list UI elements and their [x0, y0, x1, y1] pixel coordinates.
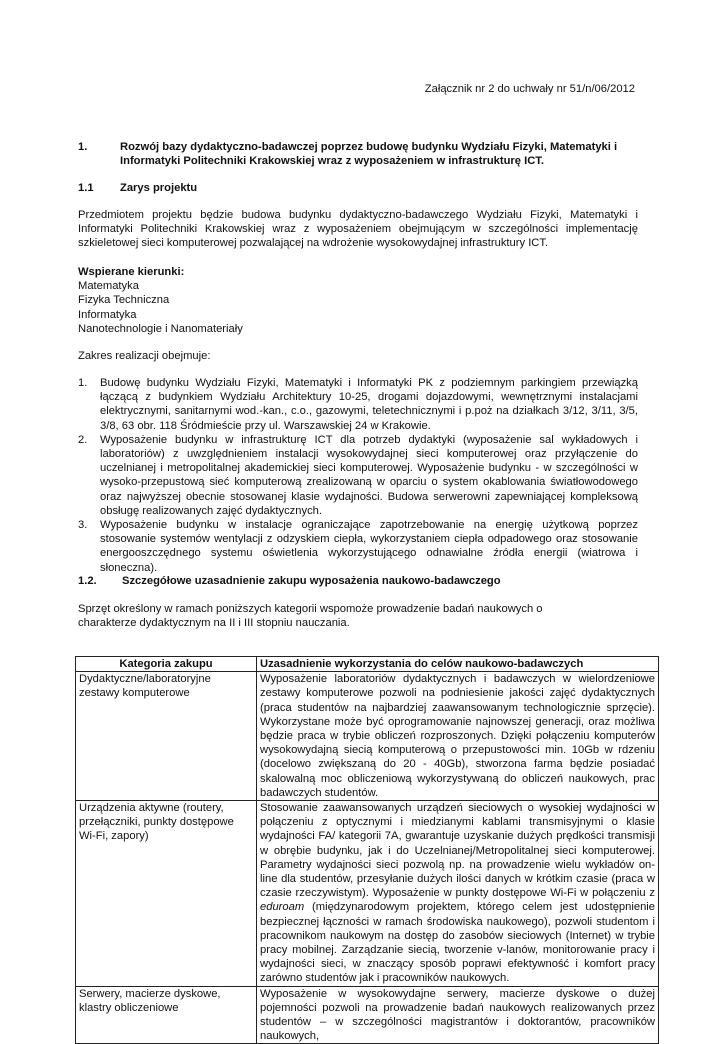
scope-list-number: 2. [78, 433, 88, 446]
section-1-number: 1. [78, 141, 88, 153]
table-cell-category: Serwery, macierze dyskowe, klastry obliczeniowe [76, 986, 257, 1044]
section-1-2-number: 1.2. [78, 575, 97, 587]
scope-list-text: Wyposażenie budynku w infrastrukturę ICT dla potrzeb dydaktyki (wyposażenie sal wykładowych i laboratoriów) z uwzględnieniem instalacji wysokowydajnej sieci komputerowej oraz przyłączenie do uczelnianej i metropolitalnej akademickiej sieci komputerowej. Wyposażenie budynku - w szczególności w wysoko-przepustową sieć komputerową zrealizowaną w oparciu o system okablowania światłowodowego oraz najwyższej obecnie stosowanej klasie wydajności. Budowa serwerowni zapewniającej kompleksową obsługę realizowanych zajęć dydaktycznych. [100, 433, 638, 517]
equipment-intro-paragraph: Sprzęt określony w ramach poniższych kategorii wspomoże prowadzenie badań naukowych o charakterze dydaktycznym na II i III stopniu nauczania. [78, 603, 543, 630]
table-row [76, 672, 659, 801]
section-1-title: Rozwój bazy dydaktyczno-badawczej poprzez budowę budynku Wydziału Fizyki, Matematyki i Informatyki Politechniki Krakowskiej wraz z wyposażeniem w infrastrukturę ICT. [120, 141, 618, 168]
supported-area-item: Fizyka Techniczna [78, 294, 170, 307]
table-cell-category: Urządzenia aktywne (routery, przełączniki, punkty dostępowe Wi-Fi, zapory) [76, 801, 257, 987]
table-cell-justification: Wyposażenie laboratoriów dydaktycznych i badawczych w wielordzeniowe zestawy komputerowe pozwoli na podniesienie jakości zajęć dydaktycznych (praca studentów na najbardziej zaawansowanym technologicznie sprzęcie). Wykorzystane może być oprogramowanie najnowszej generacji, oraz możliwa będzie praca w trybie obliczeń rozproszonych. Dzięki połączeniu komputerów wysokowydajną siecią komputerową o przepustowości min. 10Gb w rdzeniu (docelowo zwiększaną do 20 - 40Gb), stworzona farma będzie posiadać skalowalną moc obliczeniową wykorzystywaną do obliczeń naukowych, prac badawczych studentów. [257, 672, 659, 801]
table-header-row [76, 657, 659, 672]
section-1-1-heading [78, 181, 197, 195]
table-header-justification: Uzasadnienie wykorzystania do celów naukowo-badawczych [257, 657, 659, 672]
supported-area-item: Matematyka [78, 280, 139, 293]
scope-label: Zakres realizacji obejmuje: [78, 350, 211, 362]
supported-areas-title: Wspierane kierunki: [78, 266, 185, 278]
table-cell-justification: Wyposażenie w wysokowydajne serwery, macierze dyskowe o dużej pojemności pozwoli na prowadzenie badań naukowych realizowanych przez studentów – w szczególności magistrantów i doktorantów, pracowników naukowych, [257, 986, 659, 1044]
scope-list-text: Wyposażenie budynku w instalacje ograniczające zapotrzebowanie na energię użytkową poprzez stosowanie systemów wentylacji z odzyskiem ciepła, wykorzystaniem ciepła odpadowego oraz stosowanie energooszczędnego systemu oświetlenia wykorzystującego odnawialne źródła energii (wiatrowa i słoneczna). [100, 519, 638, 574]
annex-reference: Załącznik nr 2 do uchwały nr 51/n/06/2012 [424, 83, 635, 95]
justification-text-part: (międzynarodowym projektem, którego celem jest udostępnienie bezpiecznej łączności w ramach środowiska naukowego), pozwoli studentom i pracownikom naukowym na dostęp do zasobów sieciowych (Internet) w trybie pracy mobilnej. Zarządzanie siecią, tworzenie v-lanów, monitorowanie pracy i wydajności sieci, w znaczący sposób poprawi efektywność i komfort pracy zarówno studentów jak i pracowników naukowych. [260, 901, 655, 985]
table-row [76, 986, 659, 1044]
supported-areas [78, 265, 243, 336]
scope-list-text: Budowę budynku Wydziału Fizyki, Matematyki i Informatyki PK z podziemnym parkingiem przewiązką łączącą z budynkiem Wydziału Architektury 10-25, drogami dojazdowymi, wewnętrznymi instalacjami elektrycznymi, sanitarnymi wod.-kan., c.o., gazowymi, teletechnicznymi i p.poż na działkach 3/12, 3/11, 3/5, 3/8, 63 obr. 118 Śródmieście przy ul. Warszawskiej 24 w Krakowie. [100, 377, 638, 432]
table-cell-justification [257, 801, 659, 987]
scope-list-number: 3. [78, 519, 88, 532]
section-1-1-number: 1.1 [78, 182, 94, 194]
project-intro-paragraph: Przedmiotem projektu będzie budowa budynku dydaktyczno-badawczego Wydziału Fizyki, Matematyki i Informatyki Politechniki Krakowskiej wraz z wyposażeniem obejmującym w szczególności implementację szkieletowej sieci komputerowej pozwalającej na wdrożenie wysokowydajnej infrastruktury ICT. [78, 209, 638, 250]
section-1-2-title: Szczegółowe uzasadnienie zakupu wyposażenia naukowo-badawczego [122, 575, 501, 587]
scope-list-item [78, 433, 638, 518]
justification-text-part: Stosowanie zaawansowanych urządzeń sieciowych o wysokiej wydajności w połączeniu z optycznymi i miedzianymi kablami transmisyjnymi o klasie wydajności FA/ kategorii 7A, gwarantuje uzyskanie dużych prędkości transmisji w obrębie budynku, jak i do Uczelnianej/Metropolitalnej sieci komputerowej. Parametry wydajności sieci pozwolą np. na prowadzenie wielu wykładów on-line dla studentów, przesyłanie dużych ilości danych w krótkim czasie (praca w czasie rzeczywistym). Wyposażenie w punkty dostępowe Wi-Fi w połączeniu z [260, 802, 655, 900]
equipment-table [75, 656, 659, 1044]
supported-area-item: Nanotechnologie i Nanomateriały [78, 322, 243, 335]
section-1-heading [78, 140, 648, 168]
scope-list-number: 1. [78, 377, 88, 389]
eduroam-term: eduroam [260, 901, 305, 914]
table-header-category: Kategoria zakupu [76, 657, 257, 672]
scope-list-item [78, 518, 638, 575]
supported-area-item: Informatyka [78, 308, 137, 321]
table-cell-category: Dydaktyczne/laboratoryjne zestawy komputerowe [76, 672, 257, 801]
scope-list-item [78, 376, 638, 433]
section-1-1-title: Zarys projektu [120, 182, 198, 194]
scope-list [78, 376, 638, 575]
section-1-2-heading [78, 574, 501, 588]
table-row [76, 801, 659, 987]
